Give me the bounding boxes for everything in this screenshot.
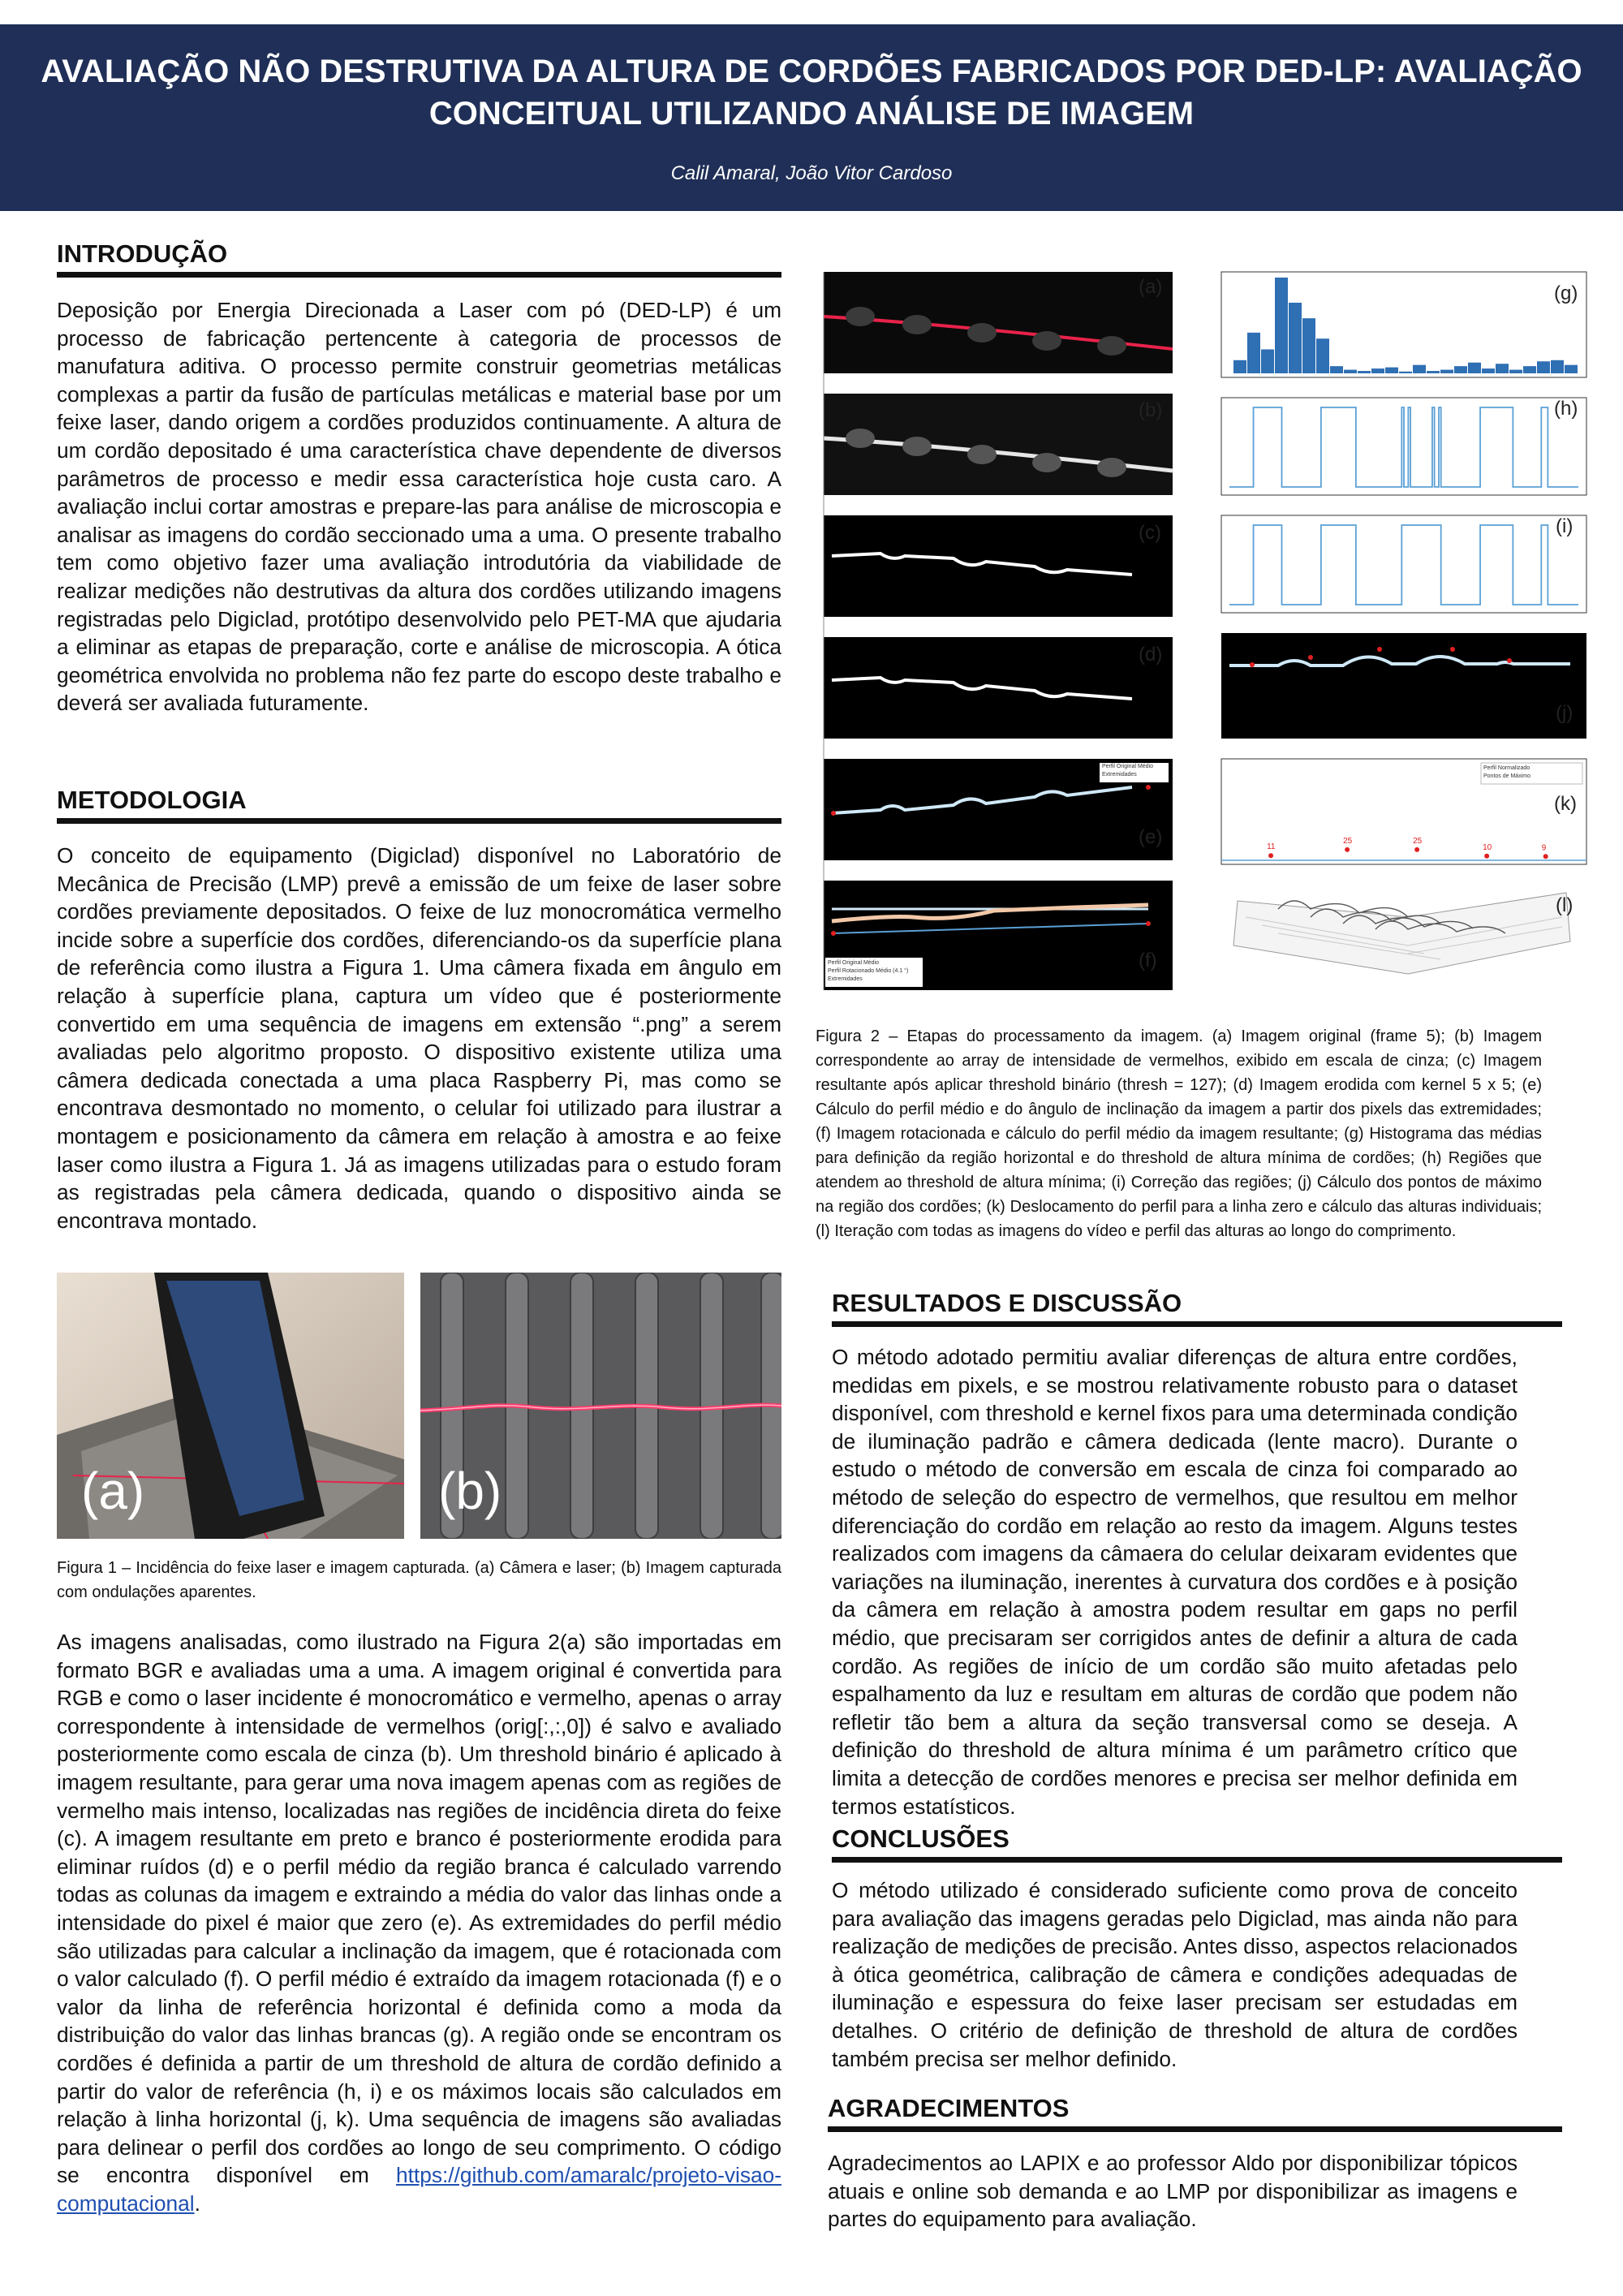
panel-b <box>824 394 1173 495</box>
fig2-label-g: (g) <box>1554 282 1578 304</box>
poster-title: AVALIAÇÃO NÃO DESTRUTIVA DA ALTURA DE CORDÕES FABRICADOS POR DED-LP: AVALIAÇÃO CONCEITUAL UTILIZANDO ANÁLISE DE IMAGEM <box>41 54 1582 131</box>
method-text-2-end: . <box>194 2190 200 2216</box>
method-text-2-body: As imagens analisadas, como ilustrado na Figura 2(a) são importadas em formato BGR e avaliadas uma a uma. A imagem original é convertida para RGB e como o laser incidente é monocromático e vermelho, apenas o array correspondente à intensidade de vermelhos (orig[:,:,0]) é salvo e avaliado posteriormente como escala de cinza (b). Um threshold binário é aplicado à imagem resultante, para gerar uma nova imagem apenas com as regiões de vermelho mais intenso, localizadas nas regiões de incidência direta do feixe (c). A imagem resultante em preto e branco é posteriormente erodida para eliminar ruídos (d) e o perfil médio da região branca é calculado varrendo todas as colunas da imagem e extraindo a média do valor das linhas onde a intensidade do pixel é maior que zero (e). As extremidades do perfil médio são utilizadas para calcular a inclinação da imagem, que é rotacionada com o valor calculado (f). O perfil médio é extraído da imagem rotacionada (f) e o valor da linha de referência horizontal é definida como a moda da distribuição do valor das linhas brancas (g). A região onde se encontram os cordões é definida a partir de um threshold de altura de cordão definido a partir do valor de referência (h, i) e os máximos locais são calculados em relação à linha horizontal (j, k). Uma sequência de imagens são avaliadas para delinear o perfil dos cordões ao longo de seu comprimento. O código se encontra disponível em <box>57 1630 781 2188</box>
peak-label: 25 <box>1413 836 1423 846</box>
method-text-1: O conceito de equipamento (Digiclad) disponível no Laboratório de Mecânica de Precisão (LMP) prevê a emissão de um feixe de laser sobre cordões previamente depositados. O feixe de luz monocromática vermelho incide sobre a superfície dos cordões, diferenciando-os da superfície plana de referência como ilustra a Figura 1. Uma câmera fixada em ângulo em relação à superfície plana, captura um vídeo que é posteriormente convertido em uma sequência de imagens em extensão “.png” a serem avaliadas pelo algoritmo proposto. O dispositivo existente utiliza uma câmera dedicada conectada a uma placa Raspberry Pi, mas como se encontrava desmontado no momento, o celular foi utilizado para ilustrar a montagem e posicionamento da câmera em relação à amostra e ao feixe laser como ilustra a Figura 1. Já as imagens utilizadas para o estudo foram as registradas pela câmera dedicada, quando o dispositivo ainda se encontrava montado. <box>57 843 781 1233</box>
histogram-bar <box>1233 360 1246 373</box>
histogram-bar <box>1247 333 1260 373</box>
results-title: RESULTADOS E DISCUSSÃO <box>832 1289 1182 1317</box>
figure-2-canvas <box>791 268 1591 1014</box>
results-text: O método adotado permitiu avaliar diferenças de altura entre cordões, medidas em pixels, e se mostrou relativamente robusto para o dataset disponível, com threshold e kernel fixos para uma determinada condição de iluminação padrão e câmera dedicada (lente macro). Durante o estudo o método de conversão em escala de cinza foi comparado ao método de seleção do espectro de vermelhos, que resultou em melhor diferenciação do cordão em relação ao resto da imagem. Alguns testes realizados com imagens da câmaera do celular deixaram evidentes que variações na iluminação, inerentes à curvatura dos cordões e à posição da câmera em relação à amostra podem resultar em gaps no perfil médio, que precisaram ser corrigidos antes de definir a altura de cada cordão. As regiões de início de um cordão são muito afetadas pelo espalhamento da luz e resultam em alturas de cordão que podem não refletir tão bem a altura da seção transversal como se deseja. A definição do threshold de altura mínima é um parâmetro crítico que limita a detecção de cordões menores e precisa ser melhor definida em termos estatísticos. <box>832 1345 1518 1819</box>
figure-2 <box>791 268 1591 1014</box>
fig2-caption: Figura 2 – Etapas do processamento da imagem. (a) Imagem original (frame 5); (b) Imagem correspondente ao array de intensidade de vermelhos, exibido em escala de cinza; (c) Imagem resultante após aplicar threshold binário (thresh = 127); (d) Imagem erodida com kernel 5 x 5; (e) Cálculo do perfil médio e do ângulo de inclinação da imagem a partir dos pixels das extremidades; (f) Imagem rotacionada e cálculo do perfil médio da imagem resultante; (g) Histograma das médias para definição da região horizontal e do threshold de altura mínima de cordões; (h) Regiões que atendem ao threshold de altura mínima; (i) Correção das regiões; (j) Cálculo dos pontos de máximo na região dos cordões; (k) Deslocamento do perfil para a linha zero e cálculo das alturas individuais; (l) Iteração com todas as imagens do vídeo e perfil das alturas ao longo do comprimento. <box>816 1027 1542 1240</box>
conclusions-text: O método utilizado é considerado suficiente como prova de conceito para avaliação das imagens geradas pelo Digiclad, mas ainda não para realização de medições de precisão. Antes disso, aspectos relacionados à ótica geométrica, calibração de câmera e condições adequadas de iluminação e espessura do feixe laser precisam ser estudadas em detalhes. O critério de definição de threshold de altura de cordões também precisa ser melhor definido. <box>832 1878 1518 2071</box>
fig2-label-h: (h) <box>1554 398 1578 420</box>
legend-f <box>828 959 908 984</box>
ack-title: AGRADECIMENTOS <box>828 2094 1070 2122</box>
legend-f-1: Perfil Rotacionado Médio (4.1 °) <box>828 968 909 974</box>
histogram-bar <box>1413 365 1426 373</box>
fig2-label-d: (d) <box>1139 644 1163 666</box>
fig1-photo-b <box>420 1273 781 1539</box>
legend-e-1: Extremidades <box>1102 772 1137 778</box>
histogram-bar <box>1537 361 1550 373</box>
fig2-label-f: (f) <box>1139 950 1157 971</box>
fig2-label-j: (j) <box>1556 702 1573 724</box>
histogram-bar <box>1289 303 1302 373</box>
histogram-bar <box>1523 366 1536 373</box>
fig2-label-a: (a) <box>1139 276 1163 298</box>
histogram-bar <box>1454 366 1467 373</box>
histogram-bar <box>1371 368 1384 373</box>
peak-point <box>1484 854 1489 859</box>
histogram-bar <box>1509 370 1522 373</box>
intro-title: INTRODUÇÃO <box>57 239 228 268</box>
histogram-bar <box>1427 371 1440 373</box>
panel-c <box>824 515 1173 617</box>
intro-text: Deposição por Energia Direcionada a Laser com pó (DED-LP) é um processo de fabricação pertencente à categoria de processos de manufatura aditiva. O processo permite construir geometrias metálicas complexas a partir da fusão de partículas metálicas e material base por um feixe laser, dando origem a cordões produzidos continuamente. A altura de um cordão depositado é uma característica chave dependente de diversos parâmetros de processo e medir essa característica hoje custa caro. A avaliação inclui cortar amostras e prepare-las para análise de microscopia e analisar as imagens do cordão seccionado uma a uma. O presente trabalho tem como objetivo fazer uma avaliação introdutória da viabilidade de realizar medições não destrutivas da altura dos cordões utilizando imagens registradas pelo Digiclad, protótipo desenvolvido pelo PET-MA que ajudaria a eliminar as etapas de preparação, corte e análise de microscopia. A ótica geométrica envolvida no problema não fez parte do escopo deste trabalho e deverá ser avaliada futuramente. <box>57 298 781 716</box>
histogram-bar <box>1482 368 1495 373</box>
fig1-photo-a <box>57 1273 404 1539</box>
histogram-bar <box>1551 360 1564 373</box>
histogram-bar <box>1358 371 1371 373</box>
legend-e-0: Perfil Original Médio <box>1102 764 1154 769</box>
histogram-bar <box>1302 318 1315 373</box>
method-text-2 <box>57 1628 781 2217</box>
fig2-label-c: (c) <box>1139 522 1161 544</box>
legend-k-1: Pontos de Máximo <box>1483 773 1530 779</box>
peak-point <box>1345 847 1350 852</box>
method-title: METODOLOGIA <box>57 786 247 814</box>
histogram-bar <box>1565 365 1578 373</box>
panel-i <box>1221 515 1586 613</box>
legend-f-2: Extremidades <box>828 976 863 982</box>
fig2-label-b: (b) <box>1139 399 1163 421</box>
method-rule <box>57 818 781 824</box>
panel-h <box>1221 398 1586 495</box>
panel-l <box>1233 893 1570 974</box>
legend-k <box>1483 765 1530 781</box>
peak-point <box>1268 853 1273 858</box>
histogram-bar <box>1385 368 1398 373</box>
histogram-bar <box>1440 370 1453 373</box>
histogram-bar <box>1399 372 1412 373</box>
panel-k <box>1221 759 1586 864</box>
peak-label: 9 <box>1541 843 1547 853</box>
fig2-label-l: (l) <box>1556 894 1573 916</box>
fig1-label-b: (b) <box>438 1462 502 1520</box>
conclusions-rule <box>832 1857 1562 1863</box>
panel-d <box>824 637 1173 739</box>
histogram-bar <box>1344 370 1357 373</box>
fig2-label-e: (e) <box>1139 826 1163 848</box>
peak-label: 11 <box>1267 842 1276 852</box>
peak-point <box>1543 854 1548 859</box>
fig1-label-a: (a) <box>81 1462 145 1520</box>
histogram-bar <box>1468 363 1481 373</box>
legend-k-0: Perfil Normalizado <box>1483 765 1530 771</box>
panel-a <box>824 272 1173 373</box>
intro-rule <box>57 272 781 278</box>
conclusions-title: CONCLUSÕES <box>832 1824 1010 1853</box>
ack-text: Agradecimentos ao LAPIX e ao professor Aldo por disponibilizar tópicos atuais e online sob demanda e ao LMP por disponibilizar as imagens e partes do equipamento para avaliação. <box>828 2151 1518 2232</box>
fig1-caption: Figura 1 – Incidência do feixe laser e imagem capturada. (a) Câmera e laser; (b) Imagem capturada com ondulações aparentes. <box>57 1559 781 1601</box>
peak-point <box>1414 847 1419 852</box>
histogram-bar <box>1275 278 1288 373</box>
poster-authors: Calil Amaral, João Vitor Cardoso <box>670 162 953 184</box>
peak-label: 25 <box>1343 836 1353 846</box>
results-rule <box>832 1321 1562 1327</box>
panel-g <box>1221 272 1586 377</box>
panel-j <box>1221 633 1586 739</box>
histogram-bar <box>1316 338 1329 373</box>
github-link[interactable]: https://github.com/amaralc/projeto-visao-computacional <box>57 2163 781 2216</box>
histogram-bar <box>1261 350 1274 374</box>
peak-label: 10 <box>1483 842 1492 852</box>
legend-f-0: Perfil Original Médio <box>828 960 880 966</box>
histogram-bar <box>1330 366 1343 373</box>
legend-e <box>1102 763 1153 779</box>
histogram-bar <box>1496 364 1509 373</box>
fig2-label-k: (k) <box>1554 793 1577 815</box>
fig2-label-i: (i) <box>1556 515 1573 537</box>
ack-rule <box>828 2126 1562 2132</box>
